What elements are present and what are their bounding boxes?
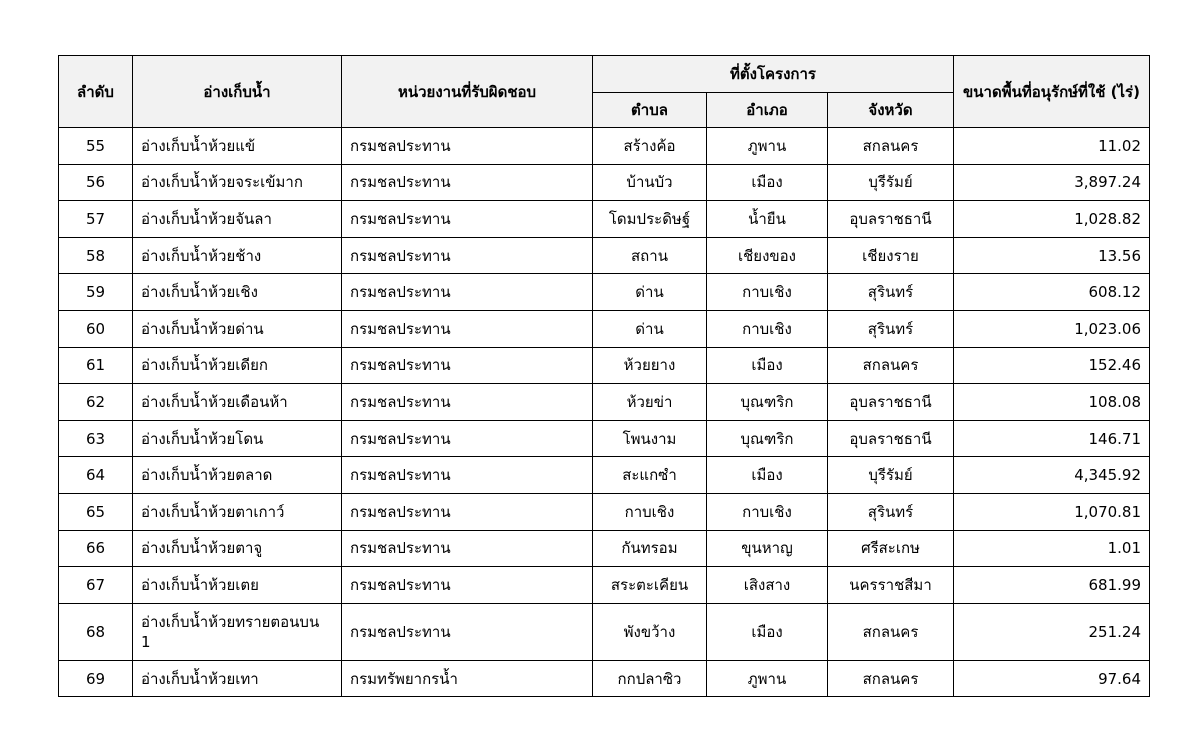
cell-agency: กรมทรัพยากรน้ำ [342, 660, 593, 697]
cell-no: 67 [59, 567, 133, 604]
cell-province: สุรินทร์ [828, 310, 954, 347]
cell-subdistrict: สร้างค้อ [593, 128, 707, 165]
table-row [59, 310, 1150, 347]
cell-subdistrict: ด่าน [593, 274, 707, 311]
cell-subdistrict: สะแกซำ [593, 457, 707, 494]
table-row [59, 567, 1150, 604]
header-location: ที่ตั้งโครงการ [593, 56, 954, 93]
cell-agency: กรมชลประทาน [342, 457, 593, 494]
cell-district: ภูพาน [707, 128, 828, 165]
cell-province: อุบลราชธานี [828, 201, 954, 238]
cell-area: 1.01 [954, 530, 1150, 567]
table-body [59, 128, 1150, 697]
cell-district: บุณฑริก [707, 420, 828, 457]
cell-no: 59 [59, 274, 133, 311]
cell-province: สกลนคร [828, 347, 954, 384]
cell-agency: กรมชลประทาน [342, 567, 593, 604]
cell-subdistrict: ห้วยยาง [593, 347, 707, 384]
table-header [59, 56, 1150, 128]
cell-reservoir-name: อ่างเก็บน้ำห้วยตาจู [133, 530, 342, 567]
cell-subdistrict: ด่าน [593, 310, 707, 347]
cell-reservoir-name: อ่างเก็บน้ำห้วยเทา [133, 660, 342, 697]
table-row [59, 274, 1150, 311]
cell-reservoir-name: อ่างเก็บน้ำห้วยโดน [133, 420, 342, 457]
cell-area: 1,023.06 [954, 310, 1150, 347]
cell-no: 68 [59, 603, 133, 660]
cell-agency: กรมชลประทาน [342, 274, 593, 311]
cell-province: สุรินทร์ [828, 274, 954, 311]
cell-province: เชียงราย [828, 237, 954, 274]
table-row [59, 420, 1150, 457]
cell-reservoir-name: อ่างเก็บน้ำห้วยตลาด [133, 457, 342, 494]
cell-no: 58 [59, 237, 133, 274]
cell-agency: กรมชลประทาน [342, 201, 593, 238]
cell-agency: กรมชลประทาน [342, 164, 593, 201]
header-row-primary [59, 56, 1150, 93]
cell-agency: กรมชลประทาน [342, 603, 593, 660]
cell-no: 60 [59, 310, 133, 347]
cell-reservoir-name: อ่างเก็บน้ำห้วยตาเกาว์ [133, 493, 342, 530]
cell-no: 63 [59, 420, 133, 457]
cell-subdistrict: กันทรอม [593, 530, 707, 567]
cell-subdistrict: ห้วยข่า [593, 384, 707, 421]
cell-reservoir-name: อ่างเก็บน้ำห้วยด่าน [133, 310, 342, 347]
cell-province: นครราชสีมา [828, 567, 954, 604]
cell-area: 251.24 [954, 603, 1150, 660]
cell-reservoir-name: อ่างเก็บน้ำห้วยเดียก [133, 347, 342, 384]
cell-subdistrict: โดมประดิษฐ์ [593, 201, 707, 238]
cell-subdistrict: กาบเชิง [593, 493, 707, 530]
header-no: ลำดับ [59, 56, 133, 128]
cell-subdistrict: สระตะเคียน [593, 567, 707, 604]
cell-subdistrict: บ้านบัว [593, 164, 707, 201]
cell-district: ภูพาน [707, 660, 828, 697]
cell-reservoir-name: อ่างเก็บน้ำห้วยช้าง [133, 237, 342, 274]
cell-area: 1,070.81 [954, 493, 1150, 530]
cell-no: 55 [59, 128, 133, 165]
cell-district: กาบเชิง [707, 493, 828, 530]
cell-district: เมือง [707, 457, 828, 494]
cell-area: 97.64 [954, 660, 1150, 697]
cell-district: เมือง [707, 164, 828, 201]
cell-province: บุรีรัมย์ [828, 457, 954, 494]
table-row [59, 128, 1150, 165]
cell-agency: กรมชลประทาน [342, 420, 593, 457]
cell-district: ขุนหาญ [707, 530, 828, 567]
cell-area: 13.56 [954, 237, 1150, 274]
cell-subdistrict: สถาน [593, 237, 707, 274]
cell-reservoir-name: อ่างเก็บน้ำห้วยเดือนห้า [133, 384, 342, 421]
cell-province: สกลนคร [828, 660, 954, 697]
table-row [59, 164, 1150, 201]
table-row [59, 237, 1150, 274]
cell-area: 146.71 [954, 420, 1150, 457]
cell-no: 56 [59, 164, 133, 201]
header-reservoir: อ่างเก็บน้ำ [133, 56, 342, 128]
cell-agency: กรมชลประทาน [342, 347, 593, 384]
cell-province: ศรีสะเกษ [828, 530, 954, 567]
table-row [59, 603, 1150, 660]
table-row [59, 347, 1150, 384]
table-row [59, 457, 1150, 494]
header-agency: หน่วยงานที่รับผิดชอบ [342, 56, 593, 128]
cell-no: 64 [59, 457, 133, 494]
cell-agency: กรมชลประทาน [342, 384, 593, 421]
table-row [59, 660, 1150, 697]
header-subdistrict: ตำบล [593, 93, 707, 128]
cell-district: กาบเชิง [707, 310, 828, 347]
cell-area: 108.08 [954, 384, 1150, 421]
cell-area: 608.12 [954, 274, 1150, 311]
cell-district: เมือง [707, 603, 828, 660]
cell-reservoir-name: อ่างเก็บน้ำห้วยทรายตอนบน 1 [133, 603, 342, 660]
cell-province: สกลนคร [828, 603, 954, 660]
header-area: ขนาดพื้นที่อนุรักษ์ที่ใช้ (ไร่) [954, 56, 1150, 128]
table-row [59, 201, 1150, 238]
cell-area: 11.02 [954, 128, 1150, 165]
cell-district: กาบเชิง [707, 274, 828, 311]
cell-no: 66 [59, 530, 133, 567]
cell-area: 3,897.24 [954, 164, 1150, 201]
cell-province: บุรีรัมย์ [828, 164, 954, 201]
cell-area: 152.46 [954, 347, 1150, 384]
cell-reservoir-name: อ่างเก็บน้ำห้วยเชิง [133, 274, 342, 311]
reservoir-table [58, 55, 1150, 697]
cell-district: เชียงของ [707, 237, 828, 274]
header-province: จังหวัด [828, 93, 954, 128]
cell-area: 681.99 [954, 567, 1150, 604]
cell-reservoir-name: อ่างเก็บน้ำห้วยจันลา [133, 201, 342, 238]
cell-district: เมือง [707, 347, 828, 384]
table-row [59, 530, 1150, 567]
cell-reservoir-name: อ่างเก็บน้ำห้วยเตย [133, 567, 342, 604]
cell-no: 69 [59, 660, 133, 697]
cell-province: สุรินทร์ [828, 493, 954, 530]
cell-subdistrict: พังขว้าง [593, 603, 707, 660]
cell-agency: กรมชลประทาน [342, 530, 593, 567]
header-district: อำเภอ [707, 93, 828, 128]
cell-province: อุบลราชธานี [828, 384, 954, 421]
cell-agency: กรมชลประทาน [342, 493, 593, 530]
cell-subdistrict: กกปลาซิว [593, 660, 707, 697]
cell-no: 62 [59, 384, 133, 421]
cell-subdistrict: โพนงาม [593, 420, 707, 457]
cell-province: สกลนคร [828, 128, 954, 165]
cell-district: น้ำยืน [707, 201, 828, 238]
cell-district: เสิงสาง [707, 567, 828, 604]
cell-reservoir-name: อ่างเก็บน้ำห้วยจระเข้มาก [133, 164, 342, 201]
cell-no: 57 [59, 201, 133, 238]
cell-agency: กรมชลประทาน [342, 237, 593, 274]
cell-no: 61 [59, 347, 133, 384]
cell-agency: กรมชลประทาน [342, 310, 593, 347]
cell-province: อุบลราชธานี [828, 420, 954, 457]
cell-area: 4,345.92 [954, 457, 1150, 494]
cell-no: 65 [59, 493, 133, 530]
table-row [59, 493, 1150, 530]
cell-reservoir-name: อ่างเก็บน้ำห้วยแข้ [133, 128, 342, 165]
cell-area: 1,028.82 [954, 201, 1150, 238]
table-row [59, 384, 1150, 421]
cell-district: บุณฑริก [707, 384, 828, 421]
cell-agency: กรมชลประทาน [342, 128, 593, 165]
